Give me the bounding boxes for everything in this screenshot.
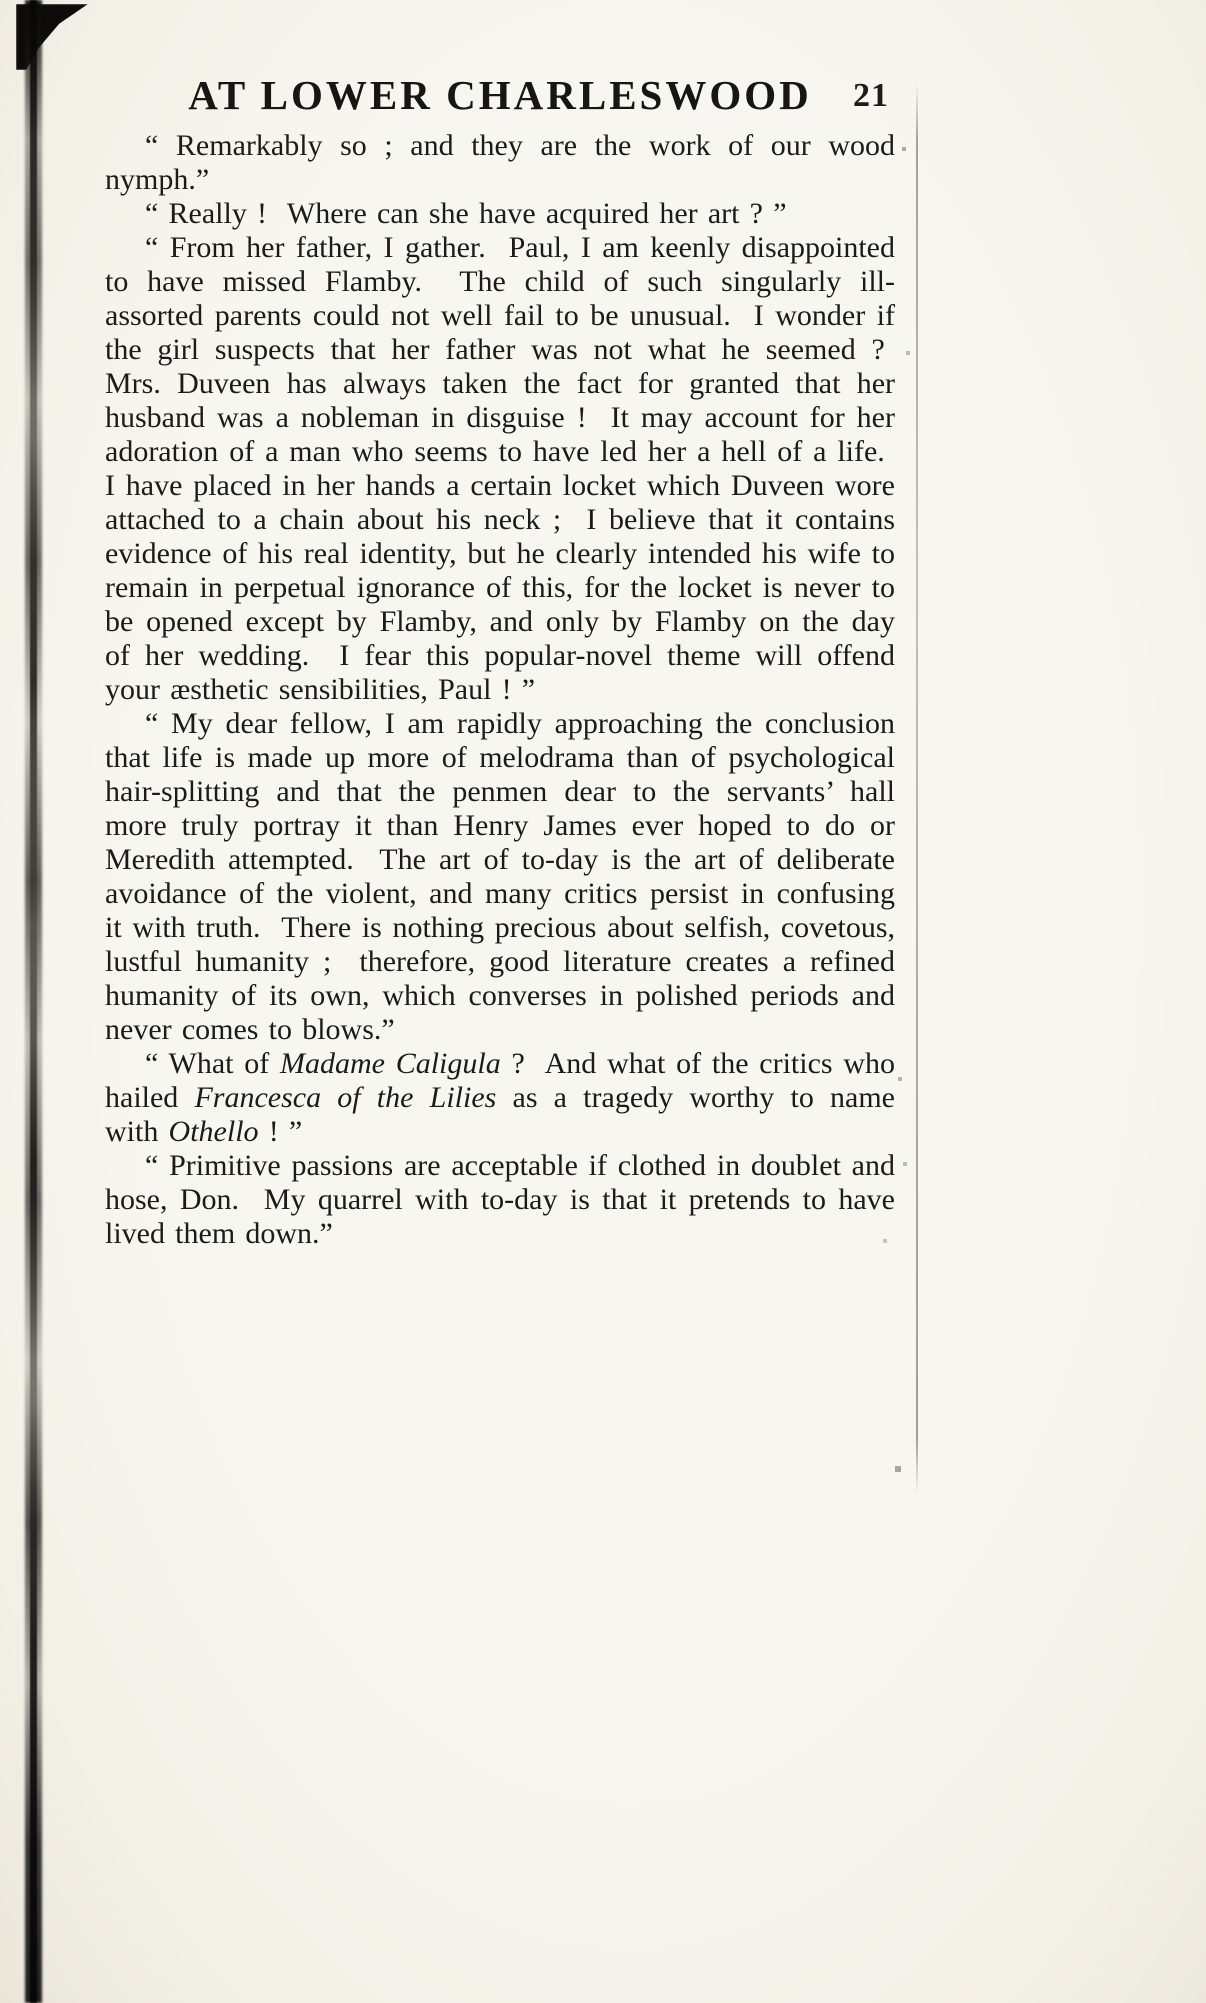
italic-text-run: Othello [168,1115,259,1148]
paragraph [105,197,895,231]
scan-artifact-specks [0,0,2,2]
scan-artifact-right-line [916,84,918,1494]
text-run: “ From her father, I gather. Paul, I am keenly disappointed to have missed Flamby. The child of such singularly ill-assorted parents could not well fail to be unusual. I wonder if the girl suspects that her father was not what he seemed ? Mrs. Duveen has always taken the fact for granted that her husband was a nobleman in disguise ! It may account for her adoration of a man who seems to have led her a hell of a life. I have placed in her hands a certain locket which Duveen wore attached to a chain about his neck ; I believe that it contains evidence of his real identity, but he clearly intended his wife to remain in perpetual ignorance of this, for the locket is never to be opened except by Flamby, and only by Flamby on the day of her wedding. I fear this popular-novel theme will offend your æsthetic sensibilities, Paul ! ” [105,231,895,706]
italic-text-run: Madame Caligula [279,1047,501,1080]
text-run: “ Primitive passions are acceptable if clothed in doublet and hose, Don. My quarrel with to-day is that it pretends to have lived them down.” [105,1149,895,1250]
page-number: 21 [853,77,889,114]
text-run: as a tragedy worthy to name with [105,1081,895,1148]
paragraph [105,129,895,197]
text-run: ? And what of the critics who hailed [105,1047,895,1114]
text-run: “ Remarkably so ; and they are the work of our wood nymph.” [105,129,895,196]
text-run: ! ” [258,1115,303,1148]
paragraph [105,1149,895,1251]
text-run: “ Really ! Where can she have acquired her art ? ” [145,197,787,230]
paragraph [105,707,895,1047]
text-run: “ My dear fellow, I am rapidly approaching the conclusion that life is made up more of melodrama than of psychological hair-splitting and that the penmen dear to the servants’ hall more truly portray it than Henry James ever hoped to do or Meredith attempted. The art of to-day is the art of deliberate avoidance of the violent, and many critics persist in confusing it with truth. There is nothing precious about selfish, covetous, lustful humanity ; therefore, good literature creates a refined humanity of its own, which converses in polished periods and never comes to blows.” [105,707,895,1046]
paragraph [105,231,895,707]
page-header [105,70,895,120]
text-run: “ What of [145,1047,280,1080]
scan-artifact-left-streak-core [30,0,37,2003]
italic-text-run: Francesca of the Lilies [194,1081,497,1114]
text-block [105,129,895,1251]
paragraph [105,1047,895,1149]
running-title: AT LOWER CHARLESWOOD [188,72,812,118]
